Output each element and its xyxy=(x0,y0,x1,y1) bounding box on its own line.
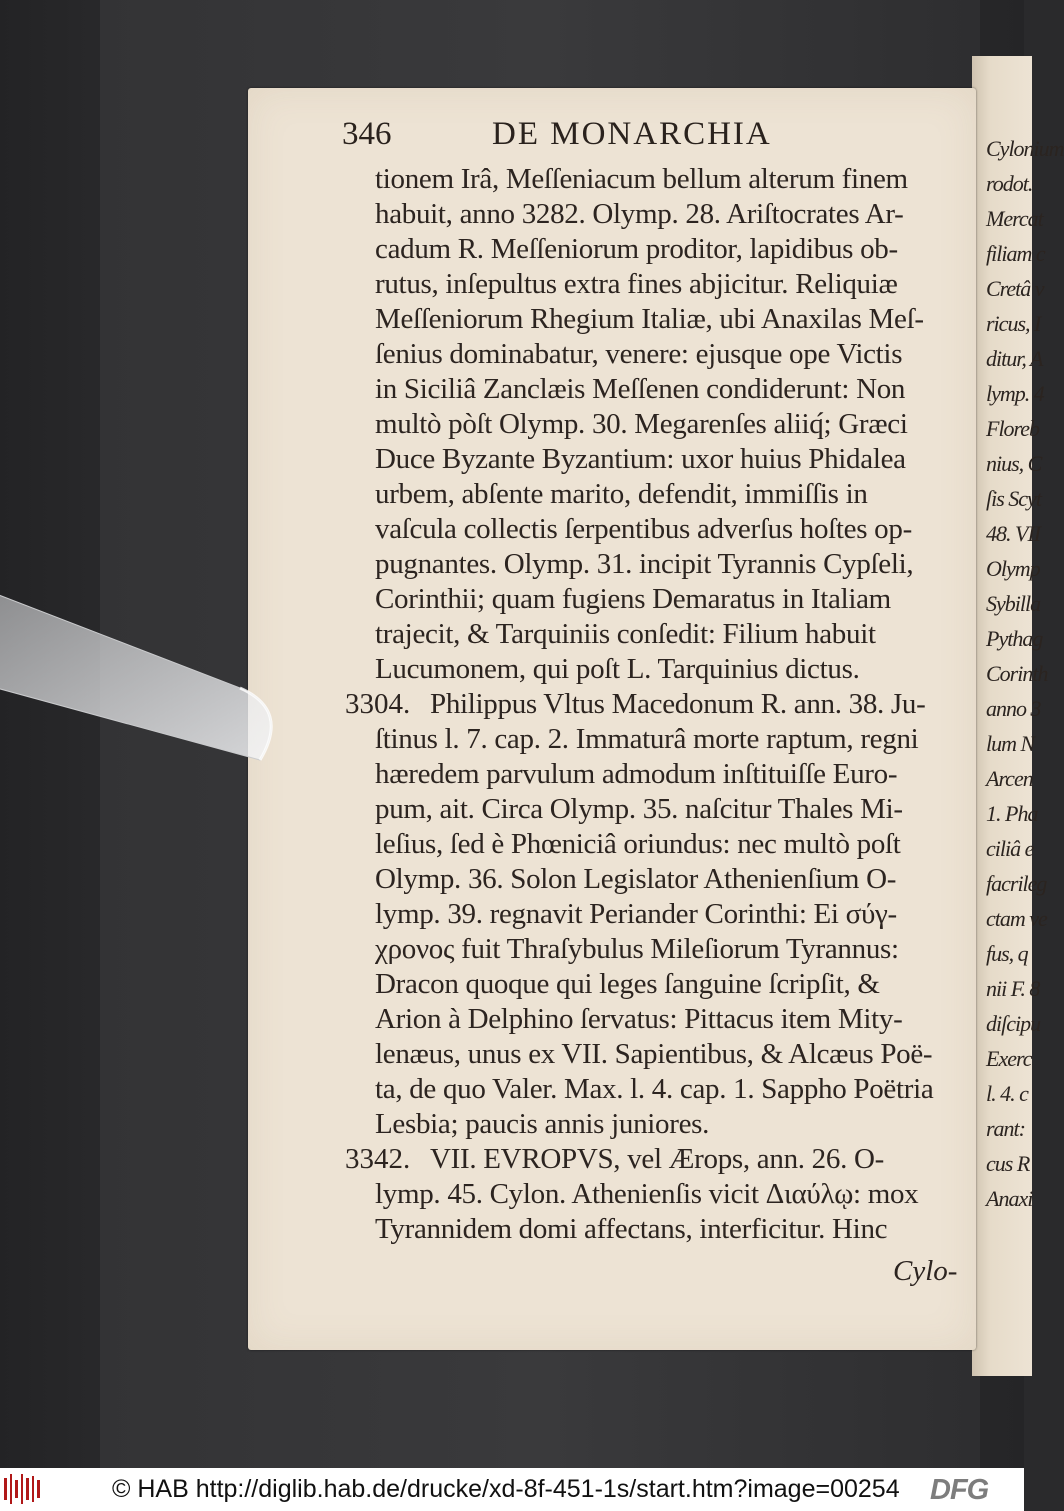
adjacent-page-fragment: Pythag xyxy=(986,626,1043,651)
adjacent-page-fragment: lymp. 4 xyxy=(986,381,1044,406)
adjacent-page-fragment: nius, C xyxy=(986,451,1042,476)
text-line: Olymp. 36. Solon Legislator Athenienſium O- xyxy=(375,863,897,895)
adjacent-page-fragment: nii F. 8 xyxy=(986,976,1040,1001)
adjacent-page-fragment: rodot. xyxy=(986,171,1033,196)
adjacent-page-fragment: Cylonium xyxy=(986,136,1064,161)
adjacent-page-fragment: ciliâ e xyxy=(986,836,1034,861)
text-line: ſtinus l. 7. cap. 2. Immaturâ morte raptum, regni xyxy=(375,723,919,755)
text-line: tionem Irâ, Meſſeniacum bellum alterum finem xyxy=(375,163,908,195)
adjacent-page-fragment: ditur, A xyxy=(986,346,1043,371)
adjacent-page-fragment: lum N xyxy=(986,731,1035,756)
text-line: Arion à Delphino ſervatus: Pittacus item Mity- xyxy=(375,1003,903,1035)
text-line: Dracon quoque qui leges ſanguine ſcripſit, & xyxy=(375,968,880,1000)
adjacent-page-fragment: fus, q xyxy=(986,941,1028,966)
text-line: leſius, ſed è Phœniciâ oriundus: nec multò poſt xyxy=(375,828,901,860)
adjacent-page-fragment: Olymp xyxy=(986,556,1040,581)
footer-source-link[interactable]: © HAB http://diglib.hab.de/drucke/xd-8f-451-1s/start.htm?image=00254 xyxy=(112,1475,900,1503)
dfg-logo: DFG xyxy=(930,1474,989,1506)
adjacent-page-edge xyxy=(972,56,1064,1376)
adjacent-page-fragment: anno 3 xyxy=(986,696,1041,721)
adjacent-page-fragment: Mercat xyxy=(986,206,1043,231)
text-line: in Siciliâ Zanclæis Meſſenen condiderunt: Non xyxy=(375,373,906,405)
running-head: DE MONARCHIA xyxy=(492,116,772,152)
adjacent-page-fragment: diſcipu xyxy=(986,1011,1041,1036)
text-line: trajecit, & Tarquiniis conſedit: Filium habuit xyxy=(375,618,876,650)
catchword: Cylo- xyxy=(893,1255,958,1287)
text-line: multò pòſt Olymp. 30. Megarenſes aliiq́; Græci xyxy=(375,408,908,440)
text-line: habuit, anno 3282. Olymp. 28. Ariſtocrates Ar- xyxy=(375,198,904,230)
adjacent-page-fragment: Floreb xyxy=(986,416,1040,441)
adjacent-page-fragment: filiam c xyxy=(986,241,1045,266)
adjacent-page-fragment: cus R xyxy=(986,1151,1030,1176)
text-line: vaſcula collectis ſerpentibus adverſus hoſtes op- xyxy=(375,513,912,545)
adjacent-page-fragment: Corinth xyxy=(986,661,1048,686)
year-marker: 3342. xyxy=(345,1143,411,1175)
text-line: ta, de quo Valer. Max. l. 4. cap. 1. Sappho Poëtria xyxy=(375,1073,934,1105)
text-line: Tyrannidem domi affectans, interficitur. Hinc xyxy=(375,1213,888,1245)
adjacent-page-fragment: Anaxi xyxy=(986,1186,1033,1211)
text-line: Meſſeniorum Rhegium Italiæ, ubi Anaxilas Meſ- xyxy=(375,303,924,335)
adjacent-page-fragment: ricus, I xyxy=(986,311,1041,336)
text-line: lenæus, unus ex VII. Sapientibus, & Alcæus Poë- xyxy=(375,1038,933,1070)
adjacent-page-fragment: l. 4. c xyxy=(986,1081,1028,1106)
adjacent-page-fragment: 48. VII xyxy=(986,521,1041,546)
text-line: pugnantes. Olymp. 31. incipit Tyrannis Cypſeli, xyxy=(375,548,914,580)
text-line: rutus, inſepultus extra fines abjicitur. Reliquiæ xyxy=(375,268,898,300)
text-line: Duce Byzante Byzantium: uxor huius Phidalea xyxy=(375,443,906,475)
text-line: χρονος fuit Thraſybulus Mileſiorum Tyrannus: xyxy=(375,933,899,965)
adjacent-page-fragment: Cretâ v xyxy=(986,276,1044,301)
text-line: Corinthii; quam fugiens Demaratus in Italiam xyxy=(375,583,891,615)
text-line: cadum R. Meſſeniorum proditor, lapidibus ob- xyxy=(375,233,898,265)
text-line: Lesbia; paucis annis juniores. xyxy=(375,1108,710,1140)
page-header xyxy=(342,116,862,160)
text-line: VII. EVROPVS, vel Ærops, ann. 26. O- xyxy=(430,1143,884,1175)
adjacent-page-fragment: 1. Pha xyxy=(986,801,1038,826)
adjacent-page-fragment: rant: xyxy=(986,1116,1025,1141)
text-line: ſenius dominabatur, venere: ejusque ope Victis xyxy=(375,338,903,370)
adjacent-page-fragment: Exerc xyxy=(986,1046,1032,1071)
text-line: lymp. 39. regnavit Periander Corinthi: Ei σύγ- xyxy=(375,898,897,930)
text-line: urbem, abſente marito, defendit, immiſſis in xyxy=(375,478,868,510)
adjacent-page-fragment: ctam ve xyxy=(986,906,1047,931)
adjacent-page-fragment: Arcen xyxy=(986,766,1033,791)
text-line: lymp. 45. Cylon. Athenienſis vicit Διαύλῳ: mox xyxy=(375,1178,919,1210)
adjacent-page-fragment: ſis Scyt xyxy=(986,486,1041,511)
page-number: 346 xyxy=(342,116,392,152)
adjacent-page-fragment: facrileg xyxy=(986,871,1047,896)
year-marker: 3304. xyxy=(345,688,411,720)
page-weight-pointer xyxy=(0,560,300,790)
text-line: hæredem parvulum admodum inſtituiſſe Euro- xyxy=(375,758,898,790)
barcode-icon xyxy=(4,1474,44,1504)
text-line: Philippus Vltus Macedonum R. ann. 38. Ju- xyxy=(430,688,926,720)
footer-bar xyxy=(0,1468,1024,1511)
adjacent-page-fragment: Sybilla xyxy=(986,591,1041,616)
text-line: pum, ait. Circa Olymp. 35. naſcitur Thales Mi- xyxy=(375,793,903,825)
text-line: Lucumonem, qui poſt L. Tarquinius dictus. xyxy=(375,653,860,685)
